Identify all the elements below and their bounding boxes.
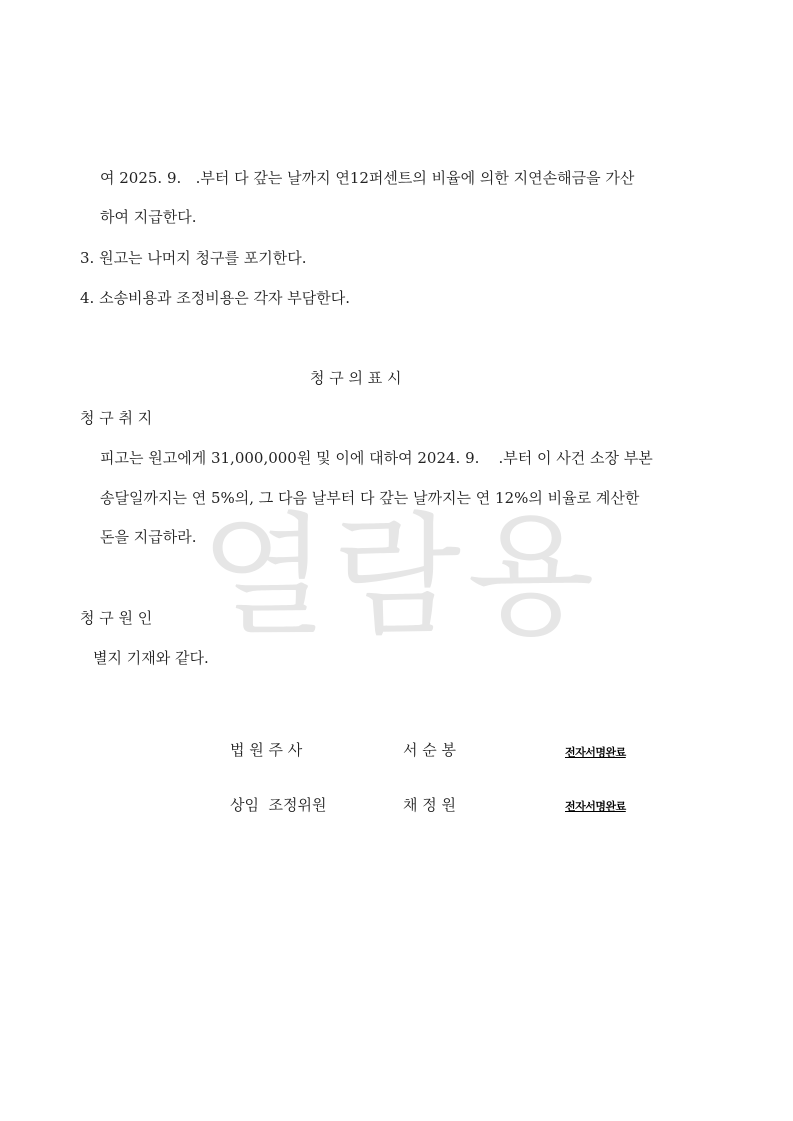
order-item-3: 3. 원고는 나머지 청구를 포기한다. (80, 249, 307, 267)
signature-role: 상임 조정위원 (230, 796, 327, 814)
e-signature-stamp: 전자서명완료 (565, 800, 626, 813)
claim-purpose-line-3: 돈을 지급하라. (100, 528, 197, 546)
claim-cause-text: 별지 기재와 같다. (93, 649, 209, 667)
signature-name: 채 정 원 (403, 796, 457, 814)
claim-purpose-line-2: 송달일까지는 연 5%의, 그 다음 날부터 다 갚는 날까지는 연 12%의 비율로 계산한 (100, 489, 640, 507)
order-line-1: 여 2025. 9. .부터 다 갚는 날까지 연12퍼센트의 비율에 의한 지연손해금을 가산 (100, 169, 635, 187)
e-signature-stamp: 전자서명완료 (565, 746, 626, 759)
signature-role: 법 원 주 사 (230, 741, 303, 759)
claim-cause-heading: 청 구 원 인 (80, 609, 153, 627)
signature-name: 서 순 봉 (403, 741, 457, 759)
claim-purpose-line-1: 피고는 원고에게 31,000,000원 및 이에 대하여 2024. 9. .부터 이 사건 소장 부본 (100, 449, 653, 467)
watermark: 열람용 (200, 500, 601, 654)
claim-section-title: 청 구 의 표 시 (310, 369, 402, 387)
claim-purpose-heading: 청 구 취 지 (80, 409, 153, 427)
order-line-2: 하여 지급한다. (100, 208, 197, 226)
order-item-4: 4. 소송비용과 조정비용은 각자 부담한다. (80, 289, 350, 307)
